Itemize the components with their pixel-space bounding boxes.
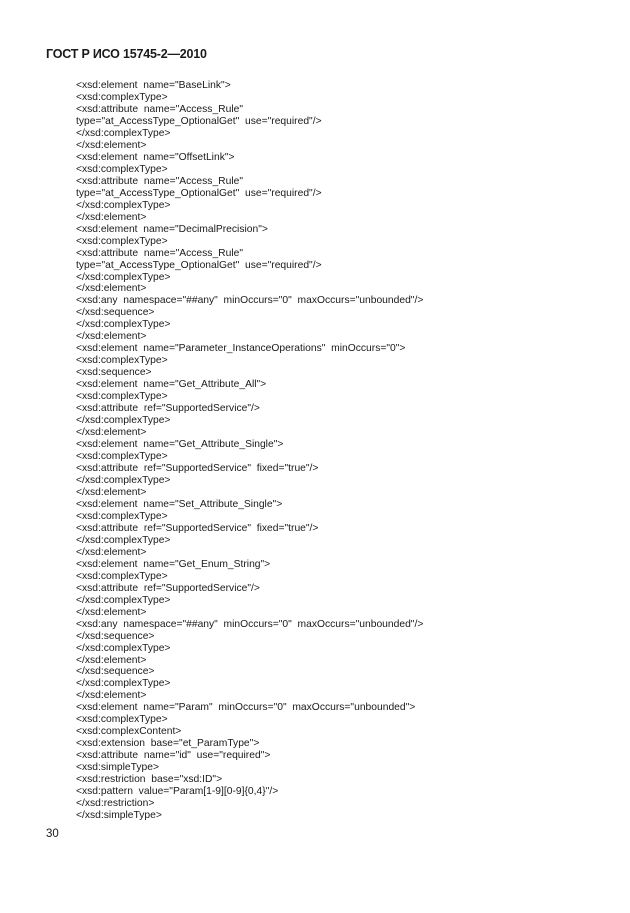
code-line: <xsd:complexContent> bbox=[76, 726, 182, 738]
code-line: <xsd:attribute name="Access_Rule" bbox=[76, 175, 243, 187]
code-line: </xsd:complexType> bbox=[76, 271, 171, 283]
code-line: </xsd:element> bbox=[76, 427, 147, 439]
code-line: </xsd:element> bbox=[76, 606, 147, 618]
code-line: <xsd:sequence> bbox=[76, 367, 152, 379]
code-line: </xsd:element> bbox=[76, 546, 147, 558]
code-line: <xsd:complexType> bbox=[76, 714, 168, 726]
code-line: </xsd:restriction> bbox=[76, 798, 155, 810]
code-line: <xsd:element name="Param" minOccurs="0" maxOccurs="unbounded"> bbox=[76, 702, 416, 714]
code-line: <xsd:pattern value="Param[1-9][0-9]{0,4}"/> bbox=[76, 786, 279, 798]
code-line: <xsd:any namespace="##any" minOccurs="0" maxOccurs="unbounded"/> bbox=[76, 295, 424, 307]
code-line: </xsd:complexType> bbox=[76, 594, 171, 606]
code-line: </xsd:element> bbox=[76, 139, 147, 151]
code-line: <xsd:any namespace="##any" minOccurs="0" maxOccurs="unbounded"/> bbox=[76, 618, 424, 630]
document-header: ГОСТ Р ИСО 15745-2—2010 bbox=[46, 47, 207, 61]
code-line: </xsd:complexType> bbox=[76, 474, 171, 486]
code-line: type="at_AccessType_OptionalGet" use="required"/> bbox=[76, 259, 322, 271]
xsd-code-listing bbox=[76, 80, 423, 822]
code-line: </xsd:complexType> bbox=[76, 678, 171, 690]
code-line: <xsd:element name="OffsetLink"> bbox=[76, 151, 235, 163]
code-line: <xsd:complexType> bbox=[76, 235, 168, 247]
code-line: </xsd:element> bbox=[76, 331, 147, 343]
code-line: <xsd:attribute name="Access_Rule" bbox=[76, 247, 243, 259]
code-line: </xsd:element> bbox=[76, 654, 147, 666]
code-line: </xsd:complexType> bbox=[76, 199, 171, 211]
code-line: </xsd:sequence> bbox=[76, 307, 155, 319]
code-line: <xsd:attribute ref="SupportedService"/> bbox=[76, 582, 260, 594]
code-line: <xsd:element name="Parameter_InstanceOperations" minOccurs="0"> bbox=[76, 343, 406, 355]
code-line: </xsd:complexType> bbox=[76, 415, 171, 427]
code-line: <xsd:attribute ref="SupportedService"/> bbox=[76, 403, 260, 415]
code-line: <xsd:element name="Get_Enum_String"> bbox=[76, 558, 271, 570]
code-line: </xsd:element> bbox=[76, 283, 147, 295]
code-line: </xsd:sequence> bbox=[76, 666, 155, 678]
code-line: </xsd:complexType> bbox=[76, 319, 171, 331]
code-line: <xsd:complexType> bbox=[76, 510, 168, 522]
page-number: 30 bbox=[46, 828, 59, 840]
code-line: <xsd:complexType> bbox=[76, 91, 168, 103]
code-line: <xsd:complexType> bbox=[76, 451, 168, 463]
code-line: <xsd:element name="DecimalPrecision"> bbox=[76, 223, 268, 235]
code-line: <xsd:element name="Get_Attribute_All"> bbox=[76, 379, 267, 391]
code-line: <xsd:element name="Set_Attribute_Single"> bbox=[76, 498, 283, 510]
code-line: </xsd:simpleType> bbox=[76, 810, 162, 822]
code-line: </xsd:element> bbox=[76, 486, 147, 498]
code-line: </xsd:complexType> bbox=[76, 534, 171, 546]
code-line: </xsd:element> bbox=[76, 211, 147, 223]
code-line: <xsd:complexType> bbox=[76, 570, 168, 582]
code-line: <xsd:element name="Get_Attribute_Single"> bbox=[76, 439, 284, 451]
code-line: <xsd:simpleType> bbox=[76, 762, 159, 774]
code-line: <xsd:complexType> bbox=[76, 163, 168, 175]
code-line: <xsd:attribute name="id" use="required"> bbox=[76, 750, 271, 762]
code-line: <xsd:attribute ref="SupportedService" fixed="true"/> bbox=[76, 463, 319, 474]
code-line: <xsd:attribute name="Access_Rule" bbox=[76, 103, 243, 115]
code-line: </xsd:complexType> bbox=[76, 642, 171, 654]
code-line: <xsd:restriction base="xsd:ID"> bbox=[76, 774, 223, 786]
code-line: <xsd:element name="BaseLink"> bbox=[76, 80, 231, 91]
code-line: type="at_AccessType_OptionalGet" use="required"/> bbox=[76, 187, 322, 199]
code-line: </xsd:sequence> bbox=[76, 630, 155, 642]
code-line: <xsd:attribute ref="SupportedService" fixed="true"/> bbox=[76, 522, 319, 534]
code-line: type="at_AccessType_OptionalGet" use="required"/> bbox=[76, 115, 322, 127]
code-line: <xsd:complexType> bbox=[76, 355, 168, 367]
code-line: </xsd:element> bbox=[76, 690, 147, 702]
code-line: <xsd:complexType> bbox=[76, 391, 168, 403]
code-line: <xsd:extension base="et_ParamType"> bbox=[76, 738, 260, 750]
code-line: </xsd:complexType> bbox=[76, 127, 171, 139]
